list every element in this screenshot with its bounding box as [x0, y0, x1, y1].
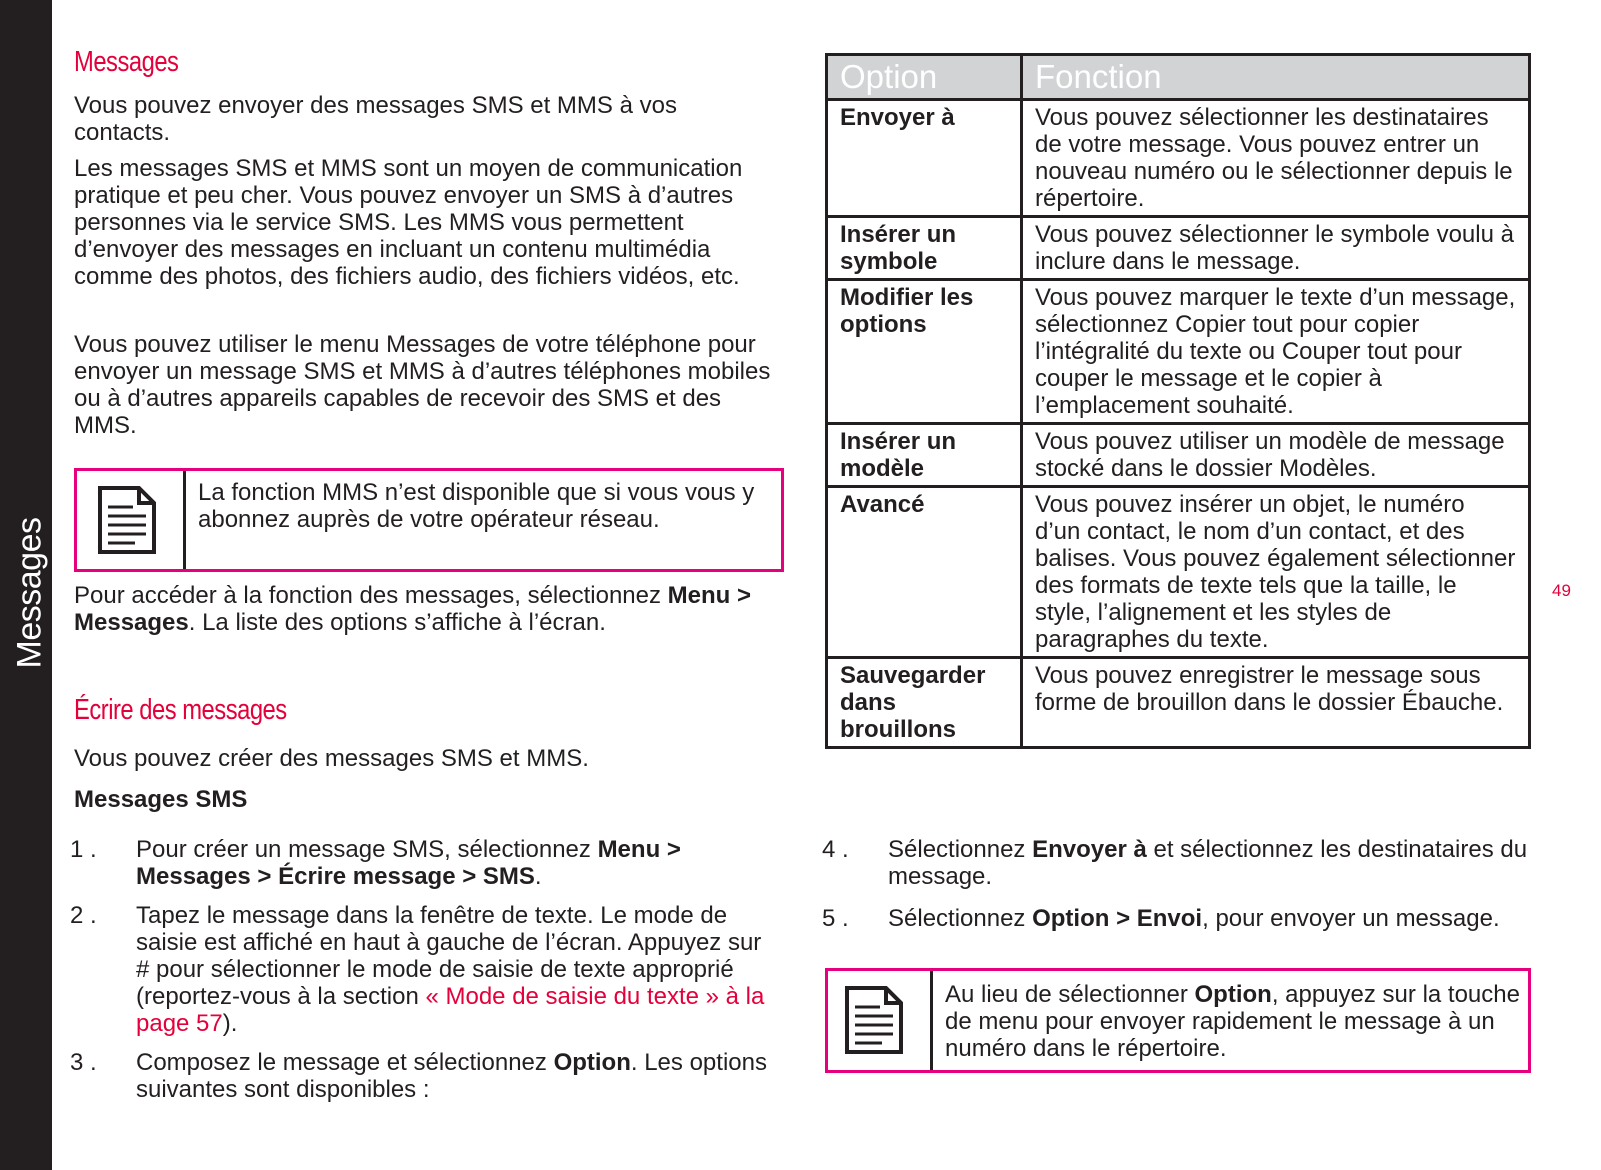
options-table	[825, 53, 1531, 749]
note-icon-cell	[77, 471, 186, 569]
table-header-row	[827, 55, 1530, 100]
subsection-title: Écrire des messages	[74, 694, 287, 726]
table-row	[827, 424, 1530, 487]
step-number: 2 .	[70, 902, 97, 929]
option-cell: Modifier les options	[827, 280, 1022, 424]
table-row	[827, 100, 1530, 217]
table-row	[827, 487, 1530, 658]
step-1: Pour créer un message SMS, sélectionnez Menu > Messages > Écrire message > SMS.	[136, 836, 681, 890]
page-number: 49	[1552, 581, 1571, 600]
note-text-mms: La fonction MMS n’est disponible que si vous vous y abonnez auprès de votre opérateur réseau.	[198, 479, 755, 533]
document-note-icon	[97, 485, 157, 555]
note-box-option	[825, 968, 1531, 1073]
option-cell: Sauvegarder dans brouillons	[827, 658, 1022, 748]
access-paragraph: Pour accéder à la fonction des messages, sélectionnez Menu > Messages. La liste des options s’affiche à l’écran.	[74, 582, 752, 636]
step-number: 4 .	[822, 836, 849, 863]
create-intro: Vous pouvez créer des messages SMS et MMS.	[74, 745, 589, 772]
menu-paragraph: Vous pouvez utiliser le menu Messages de votre téléphone pour envoyer un message SMS et MMS à d’autres téléphones mobiles ou à d’autres appareils capables de recevoir des SMS et des MMS.	[74, 331, 771, 439]
section-title: Messages	[74, 46, 179, 78]
fonction-cell: Vous pouvez enregistrer le message sous forme de brouillon dans le dossier Ébauche.	[1022, 658, 1530, 748]
fonction-cell: Vous pouvez sélectionner les destinataires de votre message. Vous pouvez entrer un nouveau numéro ou le sélectionner depuis le répertoire.	[1022, 100, 1530, 217]
table-row	[827, 658, 1530, 748]
option-cell: Envoyer à	[827, 100, 1022, 217]
option-cell: Avancé	[827, 487, 1022, 658]
option-cell: Insérer un modèle	[827, 424, 1022, 487]
step-number: 1 .	[70, 836, 97, 863]
sms-mms-paragraph: Les messages SMS et MMS sont un moyen de communication pratique et peu cher. Vous pouvez envoyer un SMS à d’autres personnes via le service SMS. Les MMS vous permettent d’envoyer des messages en incluant un contenu multimédia comme des photos, des fichiers audio, des fichiers vidéos, etc.	[74, 155, 743, 290]
fonction-cell: Vous pouvez insérer un objet, le numéro d’un contact, le nom d’un contact, et des balises. Vous pouvez également sélectionner des formats de texte tels que la taille, le style, l’alignement et les styles de paragraphes du texte.	[1022, 487, 1530, 658]
note-icon-cell	[828, 971, 933, 1070]
intro-paragraph: Vous pouvez envoyer des messages SMS et MMS à vos contacts.	[74, 92, 677, 146]
sidebar-label: Messages	[10, 517, 49, 669]
sidebar-tab	[0, 0, 52, 1170]
sms-heading: Messages SMS	[74, 786, 248, 813]
header-option: Option	[827, 55, 1022, 100]
table-row	[827, 280, 1530, 424]
step-4: Sélectionnez Envoyer à et sélectionnez les destinataires du message.	[888, 836, 1528, 890]
fonction-cell: Vous pouvez sélectionner le symbole voulu à inclure dans le message.	[1022, 217, 1530, 280]
fonction-cell: Vous pouvez utiliser un modèle de message stocké dans le dossier Modèles.	[1022, 424, 1530, 487]
document-note-icon	[844, 985, 904, 1055]
note-box-mms	[74, 468, 784, 572]
step-3: Composez le message et sélectionnez Option. Les options suivantes sont disponibles :	[136, 1049, 767, 1103]
note-text-option: Au lieu de sélectionner Option, appuyez sur la touche de menu pour envoyer rapidement le message à un numéro dans le répertoire.	[945, 981, 1520, 1062]
mode-saisie-link[interactable]: « Mode de saisie du texte » à la page 57	[136, 983, 765, 1037]
header-fonction: Fonction	[1022, 55, 1530, 100]
step-2: Tapez le message dans la fenêtre de texte. Le mode de saisie est affiché en haut à gauche de l’écran. Appuyez sur # pour sélectionner le mode de saisie de texte approprié (reportez-vous à la section « Mode de saisie du texte » à la page 57).	[136, 902, 765, 1037]
step-5: Sélectionnez Option > Envoi, pour envoyer un message.	[888, 905, 1500, 932]
step-number: 3 .	[70, 1049, 97, 1076]
step-number: 5 .	[822, 905, 849, 932]
fonction-cell: Vous pouvez marquer le texte d’un message, sélectionnez Copier tout pour copier l’intégralité du texte ou Couper tout pour couper le message et le copier à l’emplacement souhaité.	[1022, 280, 1530, 424]
table-row	[827, 217, 1530, 280]
option-cell: Insérer un symbole	[827, 217, 1022, 280]
